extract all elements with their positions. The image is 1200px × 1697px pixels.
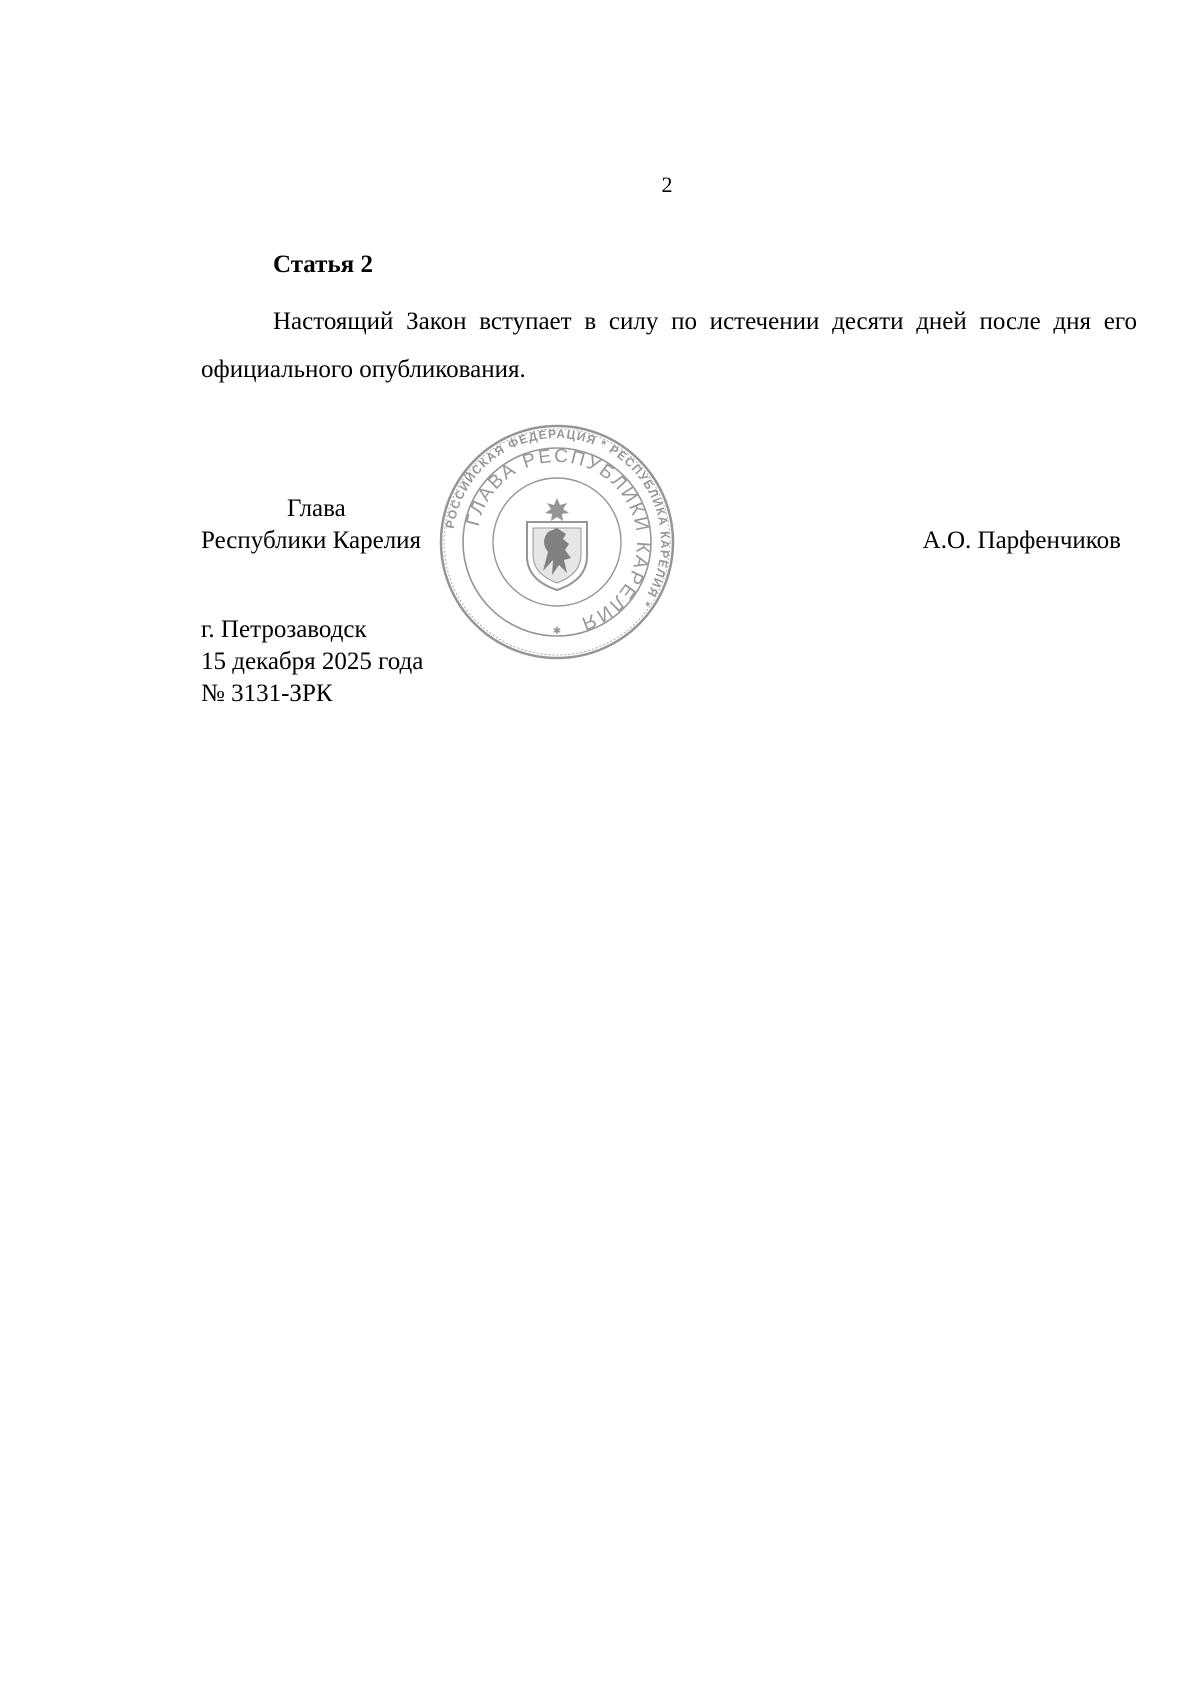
seal-outer-text: РОССИЙСКАЯ ФЕДЕРАЦИЯ * РЕСПУБЛИКА КАРЕЛИЯ * (442, 426, 673, 610)
official-seal (437, 424, 677, 660)
place-date-number-block (201, 614, 423, 710)
seal-inner-text: ГЛАВА РЕСПУБЛИКИ КАРЕЛИЯ (462, 445, 654, 635)
law-number: № 3131-ЗРК (201, 680, 333, 707)
article-heading: Статья 2 (273, 251, 373, 278)
seal-star-icon: ✱ (552, 626, 562, 637)
signer-title-line2: Республики Карелия (201, 527, 422, 554)
signer-name: А.О. Парфенчиков (922, 527, 1121, 554)
page-number: 2 (661, 172, 673, 197)
karelia-coat-of-arms-icon (527, 498, 587, 590)
place-city: г. Петрозаводск (201, 616, 367, 643)
signing-date: 15 декабря 2025 года (201, 648, 424, 675)
article-body: Настоящий Закон вступает в силу по истечении десяти дней после дня его официального опубликования. (201, 308, 1137, 383)
signer-title-line1: Глава (287, 495, 346, 522)
